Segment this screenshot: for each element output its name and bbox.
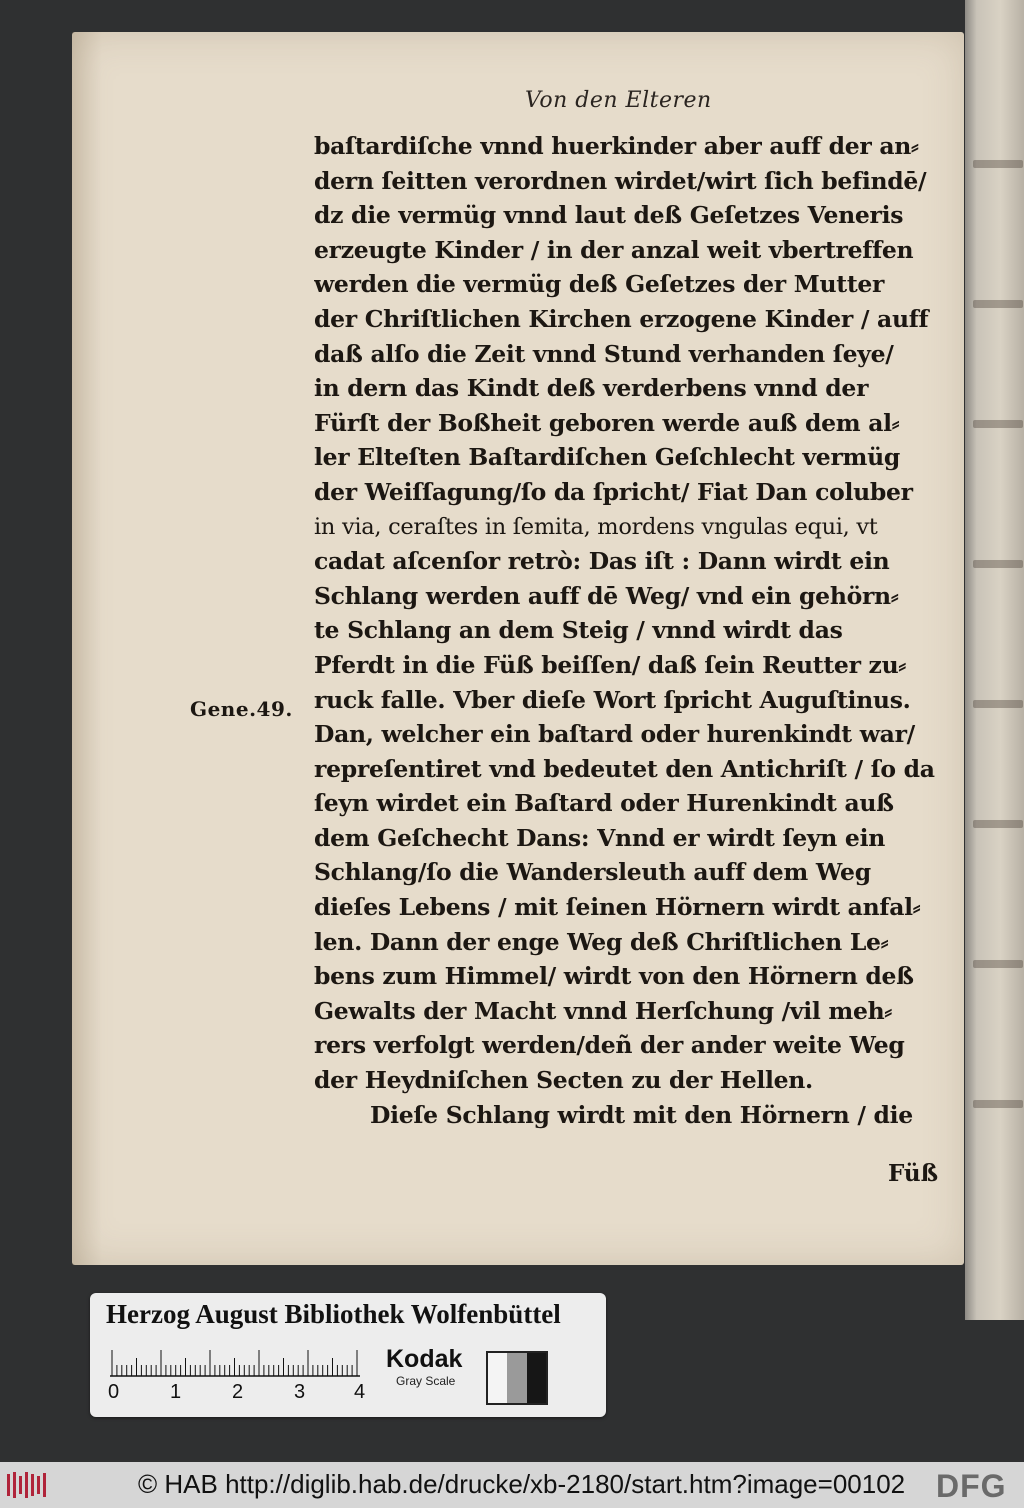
running-head: Von den Elteren	[525, 88, 712, 113]
text-line: dern ſeitten verordnen wirdet/wirt ſich befindē/	[314, 166, 927, 195]
ruler-number: 3	[294, 1381, 306, 1403]
text-line: len. Dann der enge Weg deß Chriſtlichen Le⸗	[314, 927, 889, 956]
ruler-scale	[110, 1347, 360, 1377]
source-link[interactable]: © HAB http://diglib.hab.de/drucke/xb-2180/start.htm?image=00102	[138, 1469, 906, 1499]
kodak-brand: Kodak	[386, 1345, 463, 1373]
text-line: in via, ceraſtes in ſemita, mordens vngulas equi, vt	[314, 513, 878, 540]
text-line: der Heydniſchen Secten zu der Hellen.	[314, 1066, 813, 1095]
ruler-number: 0	[108, 1381, 120, 1403]
text-line: repreſentiret vnd bedeutet den Antichriſt / ſo da	[314, 754, 935, 783]
text-line: werden die vermüg deß Geſetzes der Mutter	[314, 270, 885, 299]
ruler-number: 2	[232, 1381, 244, 1403]
text-line: ler Elteſten Baſtardiſchen Geſchlecht vermüg	[314, 443, 901, 472]
dfg-logo: DFG	[936, 1468, 1007, 1504]
text-line: ſeyn wirdet ein Baſtard oder Hurenkindt auß	[314, 789, 894, 818]
gray-scale-patches	[486, 1351, 548, 1405]
footer-bar	[0, 1462, 1024, 1508]
hab-logo-icon	[6, 1470, 48, 1500]
library-name: Herzog August Bibliothek Wolfenbüttel	[106, 1299, 561, 1329]
text-line: erzeugte Kinder / in der anzal weit vbertreffen	[314, 235, 914, 264]
color-target-card	[90, 1293, 606, 1417]
text-line: Pferdt in die Füß beiſſen/ daß ſein Reutter zu⸗	[314, 650, 906, 679]
body-text	[314, 129, 944, 1132]
text-line: daß alſo die Zeit vnnd Stund verhanden ſeye/	[314, 339, 894, 368]
text-line: baſtardiſche vnnd huerkinder aber auff der an⸗	[314, 132, 919, 160]
text-line: bens zum Himmel/ wirdt von den Hörnern deß	[314, 962, 914, 991]
facing-page-edge	[965, 0, 1024, 1320]
text-line: ruck falle. Vber dieſe Wort ſpricht Auguſtinus.	[314, 685, 911, 714]
text-line: dieſes Lebens / mit ſeinen Hörnern wirdt anfal⸗	[314, 893, 921, 922]
text-line: dem Geſchecht Dans: Vnnd er wirdt ſeyn ein	[314, 823, 885, 852]
text-line: Dan, welcher ein baſtard oder hurenkindt war/	[314, 720, 915, 749]
ruler-number: 4	[354, 1381, 366, 1403]
catchword: Füß	[888, 1160, 939, 1187]
text-line: cadat aſcenſor retrò: Das iſt : Dann wirdt ein	[314, 547, 890, 576]
text-line: in dern das Kindt deß verderbens vnnd der	[314, 374, 869, 403]
text-line: Schlang/ſo die Wandersleuth auff dem Weg	[314, 858, 871, 887]
text-line: der Chriſtlichen Kirchen erzogene Kinder / auff	[314, 304, 929, 333]
text-line: dz die vermüg vnnd laut deß Geſetzes Veneris	[314, 201, 904, 230]
margin-note: Gene.49.	[190, 697, 293, 721]
text-line: rers verfolgt werden/deñ der ander weite Weg	[314, 1031, 905, 1060]
text-line: der Weiſſagung/ſo da ſpricht/ Fiat Dan coluber	[314, 477, 913, 506]
text-line: Fürſt der Boßheit geboren werde auß dem al⸗	[314, 408, 900, 437]
text-line: Dieſe Schlang wirdt mit den Hörnern / die	[370, 1100, 913, 1129]
text-line: Schlang werden auff dē Weg/ vnd ein gehörn⸗	[314, 581, 899, 610]
text-line: Gewalts der Macht vnnd Herſchung /vil meh⸗	[314, 996, 892, 1025]
kodak-subtitle: Gray Scale	[396, 1374, 456, 1388]
text-line: te Schlang an dem Steig / vnnd wirdt das	[314, 616, 843, 645]
ruler-number: 1	[170, 1381, 182, 1403]
